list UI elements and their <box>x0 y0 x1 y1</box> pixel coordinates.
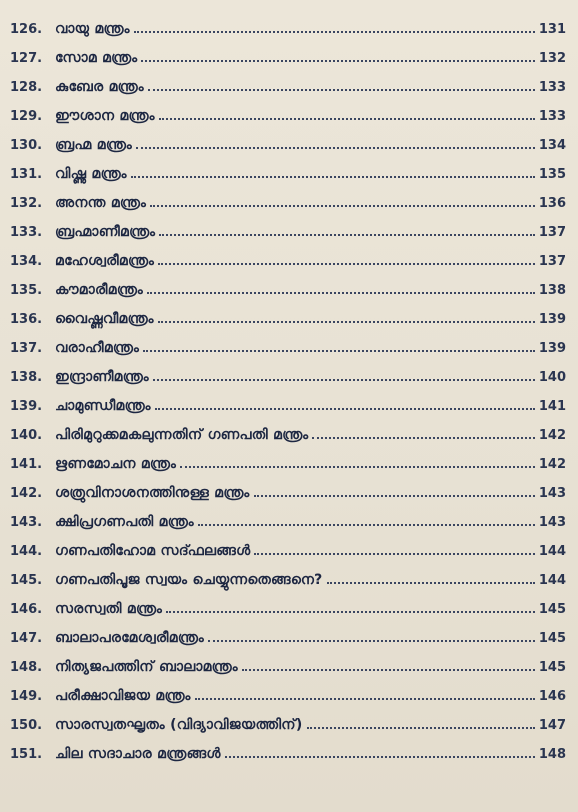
entry-title: ഇന്ദ്രാണീമന്ത്രം <box>55 369 149 385</box>
entry-title: വിഷ്ണു മന്ത്രം <box>55 166 127 182</box>
entry-title: നിത്യജപത്തിന് ബാലാമന്ത്രം <box>55 659 238 675</box>
dot-leader <box>208 639 535 642</box>
entry-page-number: 135 <box>538 167 566 182</box>
dot-leader <box>158 262 535 265</box>
entry-number: 128. <box>10 80 43 95</box>
toc-entry <box>0 153 578 182</box>
entry-number: 129. <box>10 109 43 124</box>
entry-number: 126. <box>10 22 43 37</box>
toc-entry <box>0 501 578 530</box>
entry-page-number: 146 <box>538 689 566 704</box>
dot-leader <box>180 465 535 468</box>
dot-leader <box>136 146 535 149</box>
entry-title: കൗമാരീമന്ത്രം <box>55 282 144 298</box>
entry-number: 138. <box>10 370 43 385</box>
toc-entry <box>0 646 578 675</box>
entry-number: 140. <box>10 428 43 443</box>
entry-page-number: 137 <box>538 225 566 240</box>
entry-number: 139. <box>10 399 43 414</box>
entry-number: 145. <box>10 573 43 588</box>
toc-entry <box>0 240 578 269</box>
entry-number: 144. <box>10 544 43 559</box>
entry-title: ഗണപതിഹോമ സദ്ഫലങ്ങൾ <box>55 543 251 559</box>
dot-leader <box>242 668 535 671</box>
entry-page-number: 139 <box>538 341 566 356</box>
dot-leader <box>134 30 535 33</box>
entry-title: ശത്രുവിനാശനത്തിനുള്ള മന്ത്രം <box>55 485 250 501</box>
entry-title: ഈശാന മന്ത്രം <box>55 108 155 124</box>
entry-title: ബ്രഹ്മ മന്ത്രം <box>55 137 133 153</box>
toc-entry <box>0 327 578 356</box>
entry-page-number: 138 <box>538 283 566 298</box>
dot-leader <box>225 755 535 758</box>
dot-leader <box>155 407 535 410</box>
dot-leader <box>150 204 535 207</box>
toc-entry <box>0 182 578 211</box>
dot-leader <box>159 117 535 120</box>
entry-number: 137. <box>10 341 43 356</box>
entry-number: 130. <box>10 138 43 153</box>
entry-number: 146. <box>10 602 43 617</box>
entry-title: വരാഹീമന്ത്രം <box>55 340 140 356</box>
entry-number: 133. <box>10 225 43 240</box>
entry-page-number: 134 <box>538 138 566 153</box>
toc-entry <box>0 269 578 298</box>
entry-title: ബ്രഹ്മാണീമന്ത്രം <box>55 224 156 240</box>
dot-leader <box>148 88 535 91</box>
entry-page-number: 140 <box>538 370 566 385</box>
entry-page-number: 133 <box>538 80 566 95</box>
entry-page-number: 145 <box>538 602 566 617</box>
toc-entry <box>0 414 578 443</box>
entry-page-number: 137 <box>538 254 566 269</box>
toc-entry <box>0 385 578 414</box>
entry-title: വായു മന്ത്രം <box>55 21 130 37</box>
entry-number: 127. <box>10 51 43 66</box>
entry-page-number: 144 <box>538 544 566 559</box>
entry-title: ചില സദാചാര മന്ത്രങ്ങൾ <box>55 746 221 762</box>
toc-entry <box>0 530 578 559</box>
entry-title: അനന്ത മന്ത്രം <box>55 195 147 211</box>
entry-number: 150. <box>10 718 43 733</box>
entry-page-number: 141 <box>538 399 566 414</box>
entry-number: 142. <box>10 486 43 501</box>
entry-page-number: 143 <box>538 515 566 530</box>
toc-entry <box>0 733 578 762</box>
entry-number: 147. <box>10 631 43 646</box>
entry-title: സോമ മന്ത്രം <box>55 50 138 66</box>
dot-leader <box>159 233 535 236</box>
entry-page-number: 133 <box>538 109 566 124</box>
entry-title: മഹേശ്വരീമന്ത്രം <box>55 253 155 269</box>
toc-entry <box>0 124 578 153</box>
dot-leader <box>254 552 534 555</box>
entry-page-number: 145 <box>538 631 566 646</box>
dot-leader <box>312 436 534 439</box>
entry-title: വൈഷ്ണവീമന്ത്രം <box>55 311 154 327</box>
entry-page-number: 142 <box>538 457 566 472</box>
entry-number: 134. <box>10 254 43 269</box>
dot-leader <box>141 59 534 62</box>
toc-entry <box>0 443 578 472</box>
entry-title: പിരിമുറുക്കമകലുന്നതിന് ഗണപതി മന്ത്രം <box>55 427 309 443</box>
dot-leader <box>131 175 535 178</box>
entry-number: 136. <box>10 312 43 327</box>
entry-page-number: 143 <box>538 486 566 501</box>
dot-leader <box>195 697 535 700</box>
dot-leader <box>147 291 535 294</box>
toc-entry <box>0 37 578 66</box>
entry-number: 141. <box>10 457 43 472</box>
dot-leader <box>153 378 535 381</box>
dot-leader <box>166 610 535 613</box>
entry-number: 149. <box>10 689 43 704</box>
dot-leader <box>254 494 535 497</box>
toc-entry <box>0 356 578 385</box>
entry-page-number: 132 <box>538 51 566 66</box>
toc-entry <box>0 472 578 501</box>
toc-entry <box>0 559 578 588</box>
entry-page-number: 145 <box>538 660 566 675</box>
toc-entry <box>0 704 578 733</box>
dot-leader <box>327 581 535 584</box>
toc-entry <box>0 95 578 124</box>
entry-title: ക്ഷിപ്രഗണപതി മന്ത്രം <box>55 514 194 530</box>
toc-entry <box>0 617 578 646</box>
entry-title: ഗണപതിപൂജ സ്വയം ചെയ്യുന്നതെങ്ങനെ? <box>55 572 323 588</box>
toc-entry <box>0 211 578 240</box>
entry-page-number: 136 <box>538 196 566 211</box>
entry-page-number: 131 <box>538 22 566 37</box>
entry-number: 143. <box>10 515 43 530</box>
entry-page-number: 144 <box>538 573 566 588</box>
entry-title: കുബേര മന്ത്രം <box>55 79 144 95</box>
entry-number: 131. <box>10 167 43 182</box>
entry-page-number: 142 <box>538 428 566 443</box>
entry-page-number: 147 <box>538 718 566 733</box>
entry-title: ബാലാപരമേശ്വരീമന്ത്രം <box>55 630 205 646</box>
entry-title: സാരസ്വതഘൃതം (വിദ്യാവിജയത്തിന്) <box>55 717 303 733</box>
dot-leader <box>307 726 535 729</box>
dot-leader <box>158 320 535 323</box>
entry-title: ചാമുണ്ഡീമന്ത്രം <box>55 398 151 414</box>
dot-leader <box>143 349 535 352</box>
entry-number: 135. <box>10 283 43 298</box>
toc-entry <box>0 298 578 327</box>
entry-number: 132. <box>10 196 43 211</box>
toc-entry <box>0 588 578 617</box>
toc-entry <box>0 675 578 704</box>
table-of-contents <box>0 8 578 762</box>
entry-title: സരസ്വതി മന്ത്രം <box>55 601 163 617</box>
entry-page-number: 139 <box>538 312 566 327</box>
entry-number: 148. <box>10 660 43 675</box>
dot-leader <box>198 523 535 526</box>
toc-entry <box>0 8 578 37</box>
entry-page-number: 148 <box>538 747 566 762</box>
entry-number: 151. <box>10 747 43 762</box>
entry-title: ഋണമോചന മന്ത്രം <box>55 456 177 472</box>
entry-title: പരീക്ഷാവിജയ മന്ത്രം <box>55 688 191 704</box>
toc-entry <box>0 66 578 95</box>
